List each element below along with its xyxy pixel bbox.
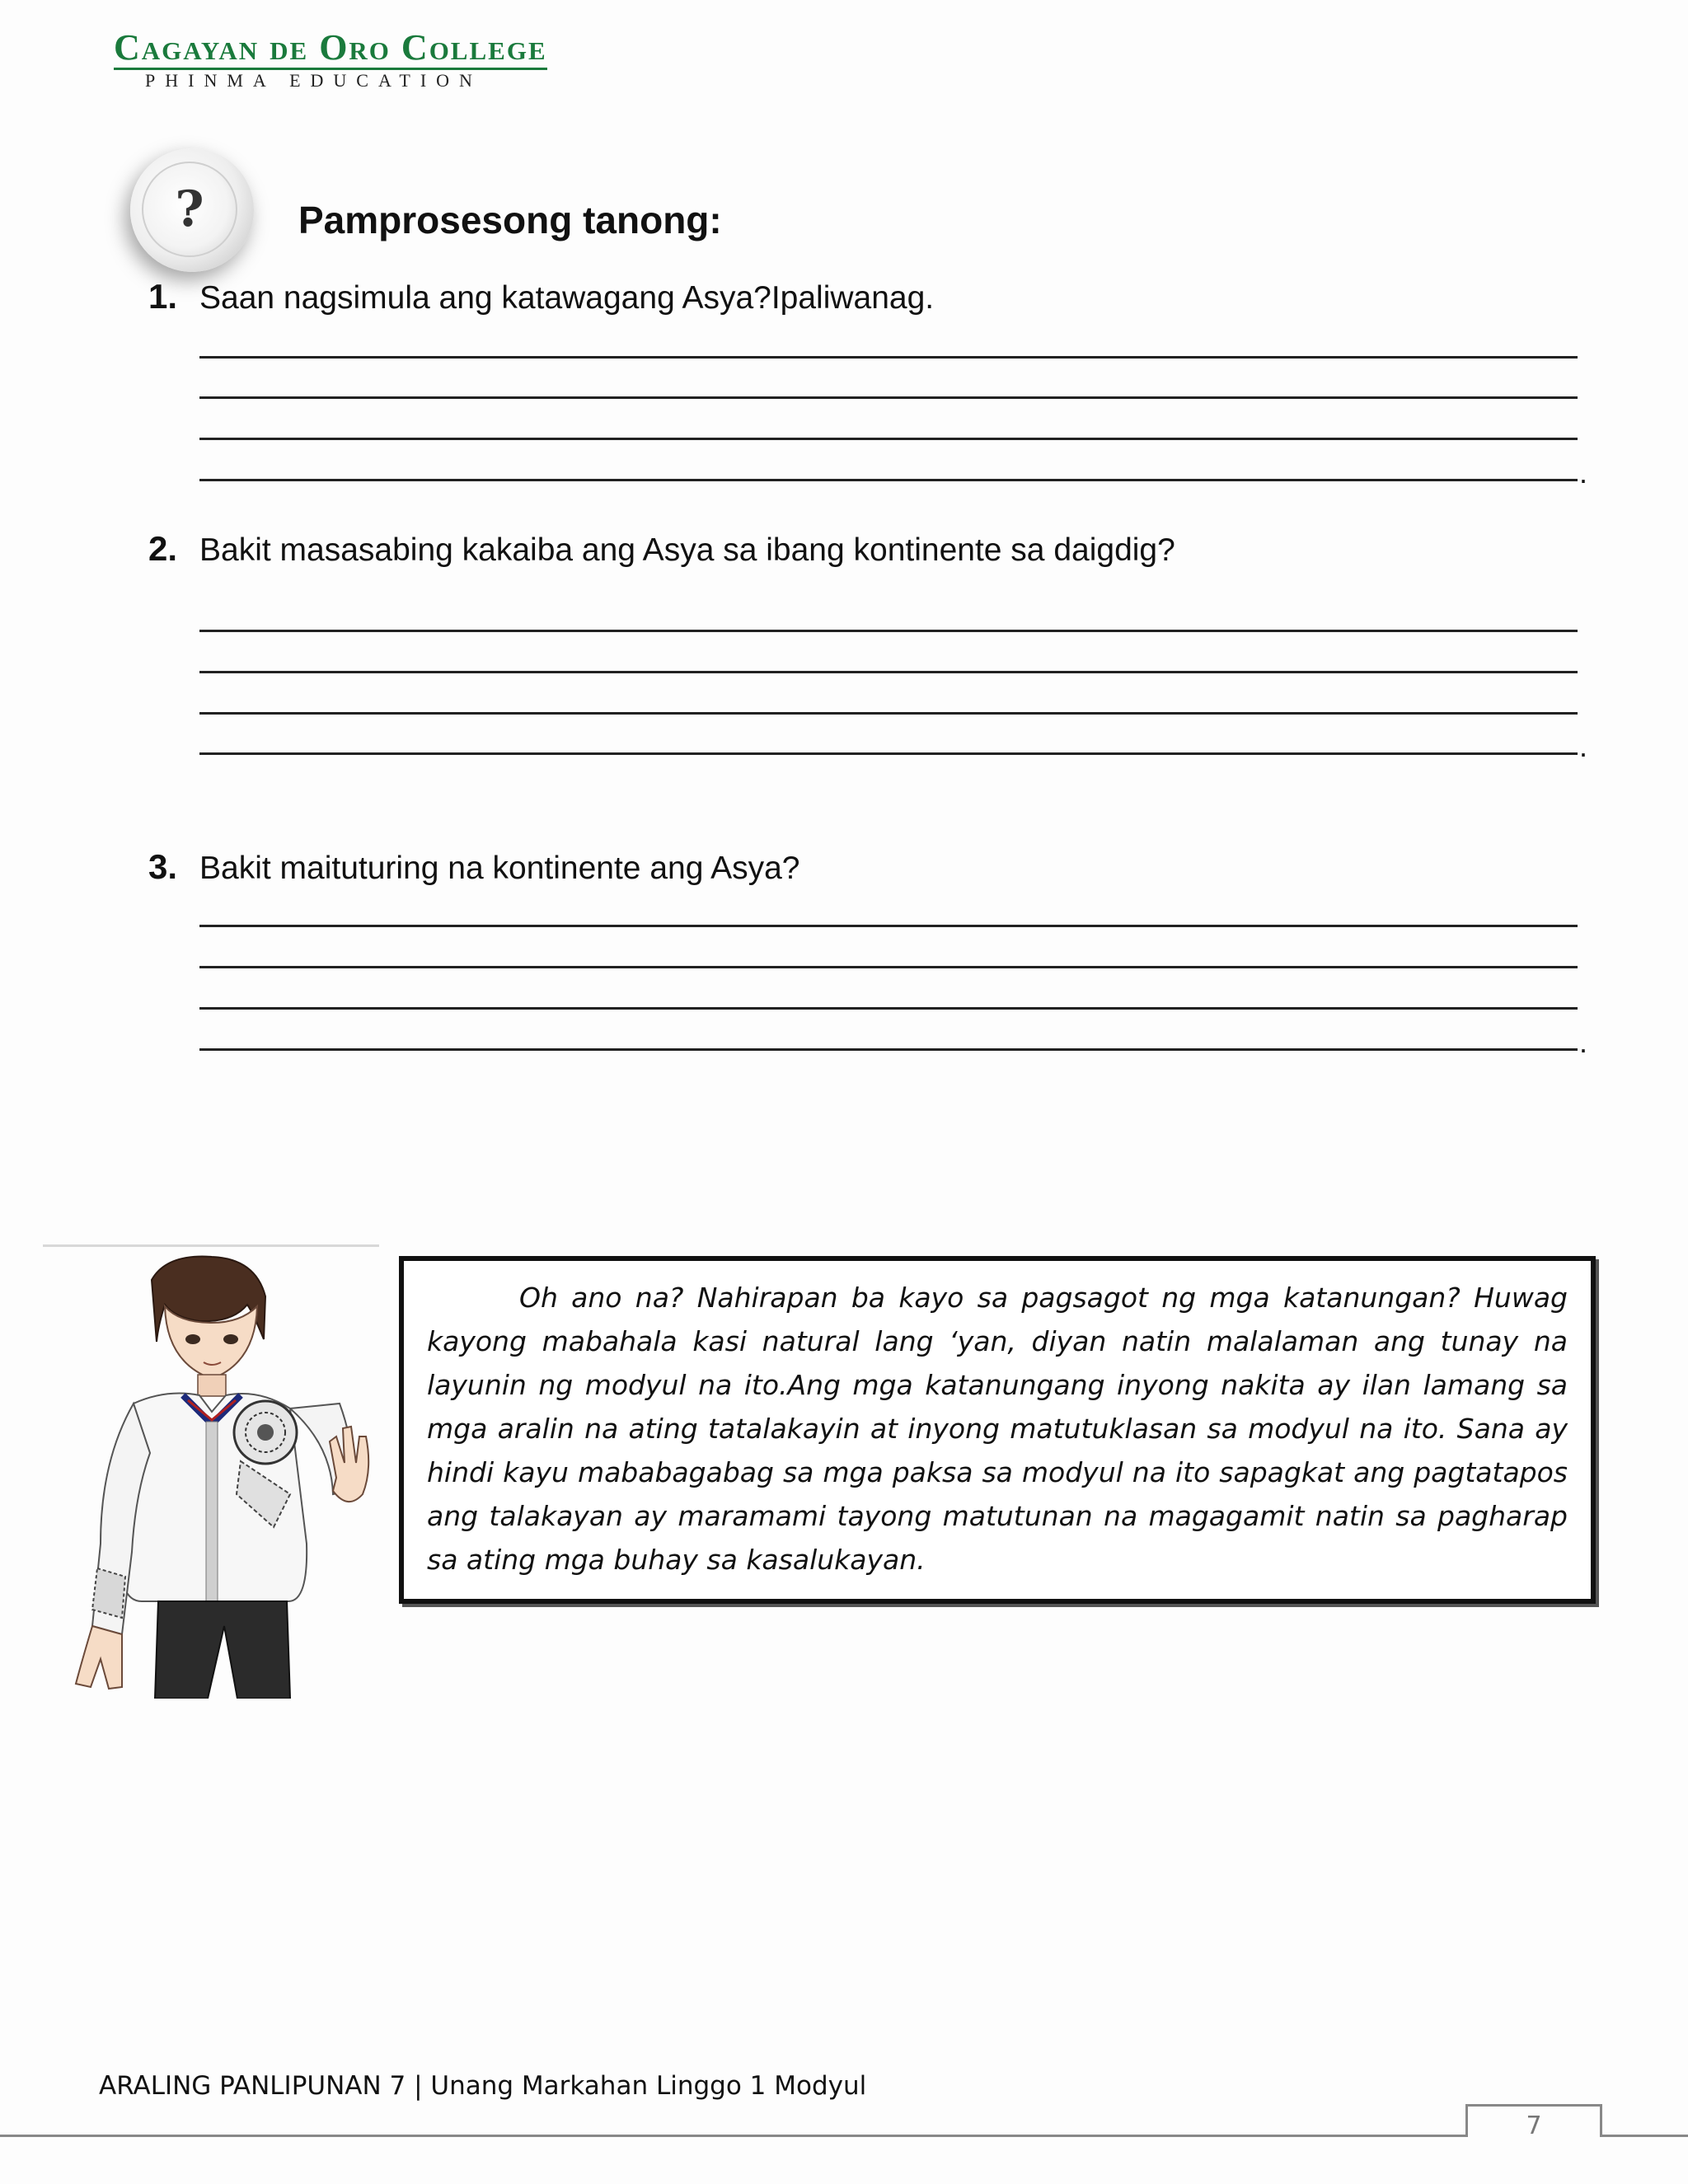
college-logo (114, 27, 547, 91)
answer-line[interactable] (199, 712, 1578, 715)
section-title: Pamprosesong tanong: (298, 199, 722, 241)
question-text: Bakit masasabing kakaiba ang Asya sa ibang kontinente sa daigdig? (199, 532, 1175, 568)
answer-line[interactable] (199, 438, 1578, 440)
answer-line[interactable] (199, 356, 1578, 359)
question-mark-icon (130, 148, 254, 272)
question-2 (148, 529, 1591, 569)
question-number: 2. (148, 529, 178, 568)
message-box (399, 1256, 1596, 1604)
answer-line[interactable] (199, 1007, 1578, 1010)
question-1 (148, 277, 1591, 316)
answer-line[interactable] (199, 630, 1578, 632)
logo-name: Cagayan de Oro College (114, 30, 547, 70)
character-illustration (43, 1244, 379, 1699)
answer-line[interactable] (199, 396, 1578, 399)
answer-line[interactable] (199, 671, 1578, 673)
message-text: Oh ano na? Nahirapan ba kayo sa pagsagot ng mga katanungan? Huwag kayong mabahala kasi natural lang ‘yan, diyan natin malalaman ang tunay na layunin ng modyul na ito.Ang mga katanungang inyong nakita ay ilan lamang sa mga aralin na ating tatalakayin at inyong matutuklasan sa modyul na ito. Sana ay hindi kayu mababagabag sa mga paksa sa modyul na ito sapagkat ang pagtatapos ang talakayan ay maramami tayong matutunan na magagamit natin sa pagharap sa ating mga buhay sa kasalukayan. (427, 1282, 1568, 1576)
answer-line-end: . (1579, 1025, 1588, 1059)
footer-divider (1601, 2135, 1688, 2137)
character-drawing (43, 1247, 379, 1699)
answer-line[interactable] (199, 925, 1578, 927)
question-number: 3. (148, 847, 178, 886)
answer-line[interactable] (199, 752, 1578, 755)
page-number: 7 (1465, 2104, 1602, 2137)
logo-subtitle: PHINMA EDUCATION (145, 70, 482, 91)
answer-line-end: . (1579, 456, 1588, 490)
question-3 (148, 847, 1591, 887)
question-mark-glyph: ? (142, 162, 237, 257)
question-text: Saan nagsimula ang katawagang Asya?Ipaliwanag. (199, 280, 935, 316)
footer-text: ARALING PANLIPUNAN 7 | Unang Markahan Linggo 1 Modyul (99, 2071, 867, 2101)
footer-divider (0, 2135, 1467, 2137)
answer-line[interactable] (199, 966, 1578, 968)
question-number: 1. (148, 277, 178, 316)
answer-line[interactable] (199, 479, 1578, 481)
question-text: Bakit maituturing na kontinente ang Asya? (199, 851, 800, 886)
answer-line[interactable] (199, 1048, 1578, 1051)
answer-line-end: . (1579, 729, 1588, 763)
